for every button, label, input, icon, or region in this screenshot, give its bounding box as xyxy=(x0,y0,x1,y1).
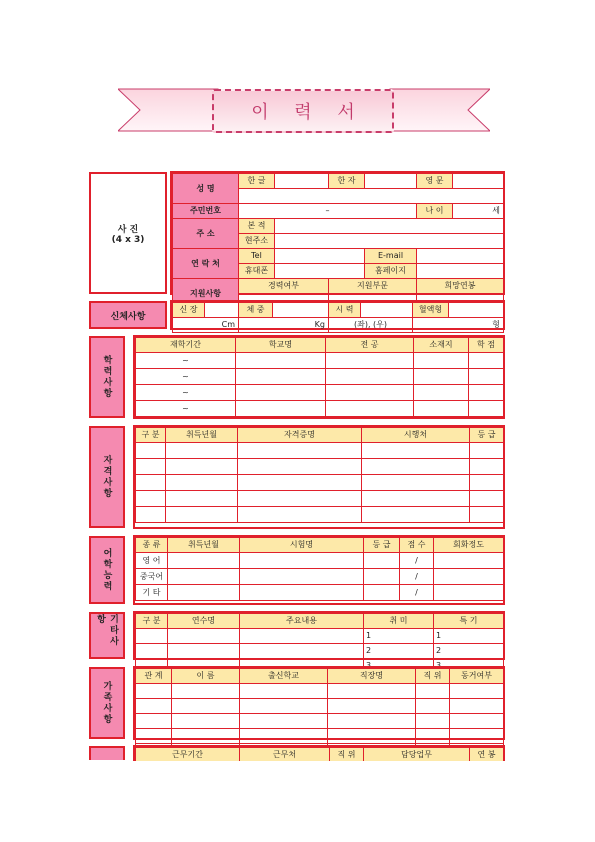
family-cell[interactable] xyxy=(172,699,240,714)
hobby-item[interactable]: 1 xyxy=(364,629,434,644)
career-header-period: 근무기간 xyxy=(136,748,240,762)
current-label: 현주소 xyxy=(239,234,275,249)
family-cell[interactable] xyxy=(240,684,328,699)
education-cell[interactable] xyxy=(469,401,504,417)
name-extra-field[interactable] xyxy=(239,189,504,204)
language-cell[interactable] xyxy=(434,553,504,569)
skill-item[interactable]: 2 xyxy=(434,644,504,659)
email-field[interactable] xyxy=(417,249,504,264)
language-cell[interactable] xyxy=(364,585,400,601)
language-cell[interactable] xyxy=(240,553,364,569)
rrn-label: 주민번호 xyxy=(173,204,239,219)
blood-label: 혈액형 xyxy=(413,303,449,318)
education-cell[interactable] xyxy=(414,401,469,417)
origin-field[interactable] xyxy=(275,219,504,234)
license-cell[interactable] xyxy=(362,475,470,491)
etc-header-content: 주요내용 xyxy=(240,614,364,629)
blood-unit: 형 xyxy=(413,318,504,333)
license-cell[interactable] xyxy=(166,459,238,475)
career-header-workplace: 근무처 xyxy=(240,748,330,762)
education-cell[interactable] xyxy=(326,385,414,401)
language-score[interactable]: / xyxy=(400,569,434,585)
education-cell[interactable] xyxy=(236,369,326,385)
language-block xyxy=(133,535,505,605)
license-cell[interactable] xyxy=(166,491,238,507)
language-header-score: 점 수 xyxy=(400,538,434,553)
family-cell[interactable] xyxy=(416,684,450,699)
family-cell[interactable] xyxy=(328,729,416,744)
hangul-label: 한 글 xyxy=(239,174,275,189)
etc-cell[interactable] xyxy=(168,644,240,659)
license-cell[interactable] xyxy=(136,443,166,459)
body-info-table xyxy=(172,302,504,333)
education-cell[interactable] xyxy=(236,353,326,369)
family-cell[interactable] xyxy=(416,714,450,729)
family-header-name: 이 름 xyxy=(172,669,240,684)
license-block xyxy=(133,425,505,529)
career-type-label: 경력여부 xyxy=(239,279,329,294)
family-cell[interactable] xyxy=(450,714,504,729)
language-header-exam: 시험명 xyxy=(240,538,364,553)
license-cell[interactable] xyxy=(470,443,504,459)
name-label: 성 명 xyxy=(173,174,239,204)
license-cell[interactable] xyxy=(166,443,238,459)
license-cell[interactable] xyxy=(362,459,470,475)
education-cell[interactable] xyxy=(414,353,469,369)
license-cell[interactable] xyxy=(166,475,238,491)
family-header-school: 출신학교 xyxy=(240,669,328,684)
license-cell[interactable] xyxy=(166,507,238,523)
height-field[interactable] xyxy=(205,303,239,318)
personal-info-table xyxy=(172,173,504,309)
language-score[interactable]: / xyxy=(400,553,434,569)
english-label: 영 문 xyxy=(417,174,453,189)
family-section-label: 가족사항 xyxy=(89,667,125,739)
education-cell[interactable] xyxy=(236,401,326,417)
license-cell[interactable] xyxy=(136,475,166,491)
etc-block xyxy=(133,611,505,660)
family-cell[interactable] xyxy=(450,699,504,714)
family-cell[interactable] xyxy=(136,729,172,744)
age-field[interactable]: 세 xyxy=(453,204,504,219)
education-cell[interactable] xyxy=(469,385,504,401)
family-cell[interactable] xyxy=(136,699,172,714)
license-header-grade: 등 급 xyxy=(470,428,504,443)
skill-item[interactable]: 1 xyxy=(434,629,504,644)
career-section-label xyxy=(89,746,125,760)
education-cell[interactable] xyxy=(469,369,504,385)
tel-label: Tel xyxy=(239,249,275,264)
contact-label: 연 락 처 xyxy=(173,249,239,279)
family-cell[interactable] xyxy=(240,714,328,729)
education-period[interactable]: ~ xyxy=(136,401,236,417)
etc-header-training: 연수명 xyxy=(168,614,240,629)
etc-cell[interactable] xyxy=(240,644,364,659)
family-cell[interactable] xyxy=(172,729,240,744)
license-cell[interactable] xyxy=(362,507,470,523)
education-cell[interactable] xyxy=(414,369,469,385)
vision-label: 시 력 xyxy=(329,303,361,318)
salary-label: 희망연봉 xyxy=(417,279,504,294)
education-table xyxy=(135,337,504,417)
document-title: 이 력 서 xyxy=(212,89,394,133)
family-header-position: 직 위 xyxy=(416,669,450,684)
education-header-location: 소재지 xyxy=(414,338,469,353)
mobile-label: 휴대폰 xyxy=(239,264,275,279)
education-header-gpa: 학 점 xyxy=(469,338,504,353)
family-cell[interactable] xyxy=(240,729,328,744)
family-cell[interactable] xyxy=(450,684,504,699)
license-cell[interactable] xyxy=(238,443,362,459)
etc-header-type: 구 분 xyxy=(136,614,168,629)
language-table xyxy=(135,537,504,601)
hobby-item[interactable]: 2 xyxy=(364,644,434,659)
license-section-label: 자격사항 xyxy=(89,426,125,528)
education-cell[interactable] xyxy=(326,401,414,417)
family-cell[interactable] xyxy=(136,684,172,699)
rrn-field[interactable]: – xyxy=(239,204,417,219)
family-cell[interactable] xyxy=(328,684,416,699)
language-cell[interactable] xyxy=(168,585,240,601)
family-cell[interactable] xyxy=(328,714,416,729)
license-cell[interactable] xyxy=(136,507,166,523)
education-cell[interactable] xyxy=(326,369,414,385)
body-section-label: 신체사항 xyxy=(89,301,167,329)
homepage-label: 홈페이지 xyxy=(365,264,417,279)
license-cell[interactable] xyxy=(470,507,504,523)
license-cell[interactable] xyxy=(470,491,504,507)
address-label: 주 소 xyxy=(173,219,239,249)
language-header-speaking: 회화정도 xyxy=(434,538,504,553)
license-header-issuer: 시행처 xyxy=(362,428,470,443)
tel-field[interactable] xyxy=(275,249,365,264)
language-cell[interactable] xyxy=(364,553,400,569)
language-cell[interactable] xyxy=(364,569,400,585)
etc-header-hobby: 취 미 xyxy=(364,614,434,629)
license-cell[interactable] xyxy=(136,491,166,507)
height-label: 신 장 xyxy=(173,303,205,318)
height-unit: Cm xyxy=(173,318,239,333)
license-cell[interactable] xyxy=(238,459,362,475)
license-cell[interactable] xyxy=(362,491,470,507)
language-header-date: 취득년월 xyxy=(168,538,240,553)
language-score[interactable]: / xyxy=(400,585,434,601)
origin-label: 본 적 xyxy=(239,219,275,234)
education-cell[interactable] xyxy=(326,353,414,369)
family-block xyxy=(133,666,505,740)
family-cell[interactable] xyxy=(416,729,450,744)
family-cell[interactable] xyxy=(450,729,504,744)
etc-cell[interactable] xyxy=(136,629,168,644)
blood-field[interactable] xyxy=(449,303,504,318)
etc-header-skill: 특 기 xyxy=(434,614,504,629)
language-cell[interactable] xyxy=(240,569,364,585)
education-header-period: 재학기간 xyxy=(136,338,236,353)
photo-box: 사 진 (4 x 3) xyxy=(89,172,167,294)
email-label: E-mail xyxy=(365,249,417,264)
etc-section-label: 기타사항 xyxy=(89,612,125,659)
apply-label: 지원사항 xyxy=(173,279,239,309)
education-period[interactable]: ~ xyxy=(136,385,236,401)
language-row-label: 영 어 xyxy=(136,553,168,569)
language-row-label: 기 타 xyxy=(136,585,168,601)
education-block xyxy=(133,335,505,419)
license-cell[interactable] xyxy=(238,507,362,523)
language-header-kind: 종 류 xyxy=(136,538,168,553)
language-cell[interactable] xyxy=(434,585,504,601)
age-label: 나 이 xyxy=(417,204,453,219)
career-header-duty: 담당업무 xyxy=(364,748,470,762)
education-header-school: 학교명 xyxy=(236,338,326,353)
english-field[interactable] xyxy=(453,174,504,189)
license-header-type: 구 분 xyxy=(136,428,166,443)
family-header-cohabit: 동거여부 xyxy=(450,669,504,684)
family-cell[interactable] xyxy=(172,714,240,729)
weight-field[interactable] xyxy=(273,303,329,318)
family-header-relation: 관 계 xyxy=(136,669,172,684)
etc-cell[interactable] xyxy=(240,629,364,644)
license-cell[interactable] xyxy=(238,491,362,507)
dept-label: 지원부문 xyxy=(329,279,417,294)
family-cell[interactable] xyxy=(416,699,450,714)
license-header-name: 자격증명 xyxy=(238,428,362,443)
license-cell[interactable] xyxy=(470,459,504,475)
license-cell[interactable] xyxy=(470,475,504,491)
education-cell[interactable] xyxy=(469,353,504,369)
language-section-label: 어학능력 xyxy=(89,536,125,604)
family-cell[interactable] xyxy=(172,684,240,699)
hanja-label: 한 자 xyxy=(329,174,365,189)
language-row-label: 중국어 xyxy=(136,569,168,585)
language-cell[interactable] xyxy=(240,585,364,601)
career-header-salary: 연 봉 xyxy=(470,748,504,762)
hangul-field[interactable] xyxy=(275,174,329,189)
language-cell[interactable] xyxy=(434,569,504,585)
language-cell[interactable] xyxy=(168,569,240,585)
license-cell[interactable] xyxy=(362,443,470,459)
weight-label: 체 중 xyxy=(239,303,273,318)
homepage-field[interactable] xyxy=(417,264,504,279)
etc-cell[interactable] xyxy=(136,644,168,659)
career-block xyxy=(133,745,505,761)
education-period[interactable]: ~ xyxy=(136,369,236,385)
mobile-field[interactable] xyxy=(275,264,365,279)
weight-unit: Kg xyxy=(239,318,329,333)
etc-cell[interactable] xyxy=(168,629,240,644)
vision-field[interactable] xyxy=(361,303,413,318)
education-cell[interactable] xyxy=(414,385,469,401)
license-cell[interactable] xyxy=(136,459,166,475)
education-header-major: 전 공 xyxy=(326,338,414,353)
career-header-position: 직 위 xyxy=(330,748,364,762)
personal-info-block xyxy=(170,171,505,298)
education-cell[interactable] xyxy=(236,385,326,401)
current-field[interactable] xyxy=(275,234,504,249)
license-header-date: 취득년월 xyxy=(166,428,238,443)
language-cell[interactable] xyxy=(168,553,240,569)
hanja-field[interactable] xyxy=(365,174,417,189)
career-table xyxy=(135,747,504,761)
body-info-block xyxy=(170,300,505,330)
education-period[interactable]: ~ xyxy=(136,353,236,369)
license-table xyxy=(135,427,504,523)
family-header-workplace: 직장명 xyxy=(328,669,416,684)
language-header-grade: 등 급 xyxy=(364,538,400,553)
etc-table xyxy=(135,613,504,674)
family-cell[interactable] xyxy=(328,699,416,714)
license-cell[interactable] xyxy=(238,475,362,491)
family-cell[interactable] xyxy=(240,699,328,714)
education-section-label: 학력사항 xyxy=(89,336,125,418)
family-cell[interactable] xyxy=(136,714,172,729)
vision-unit: (좌), (우) xyxy=(329,318,413,333)
